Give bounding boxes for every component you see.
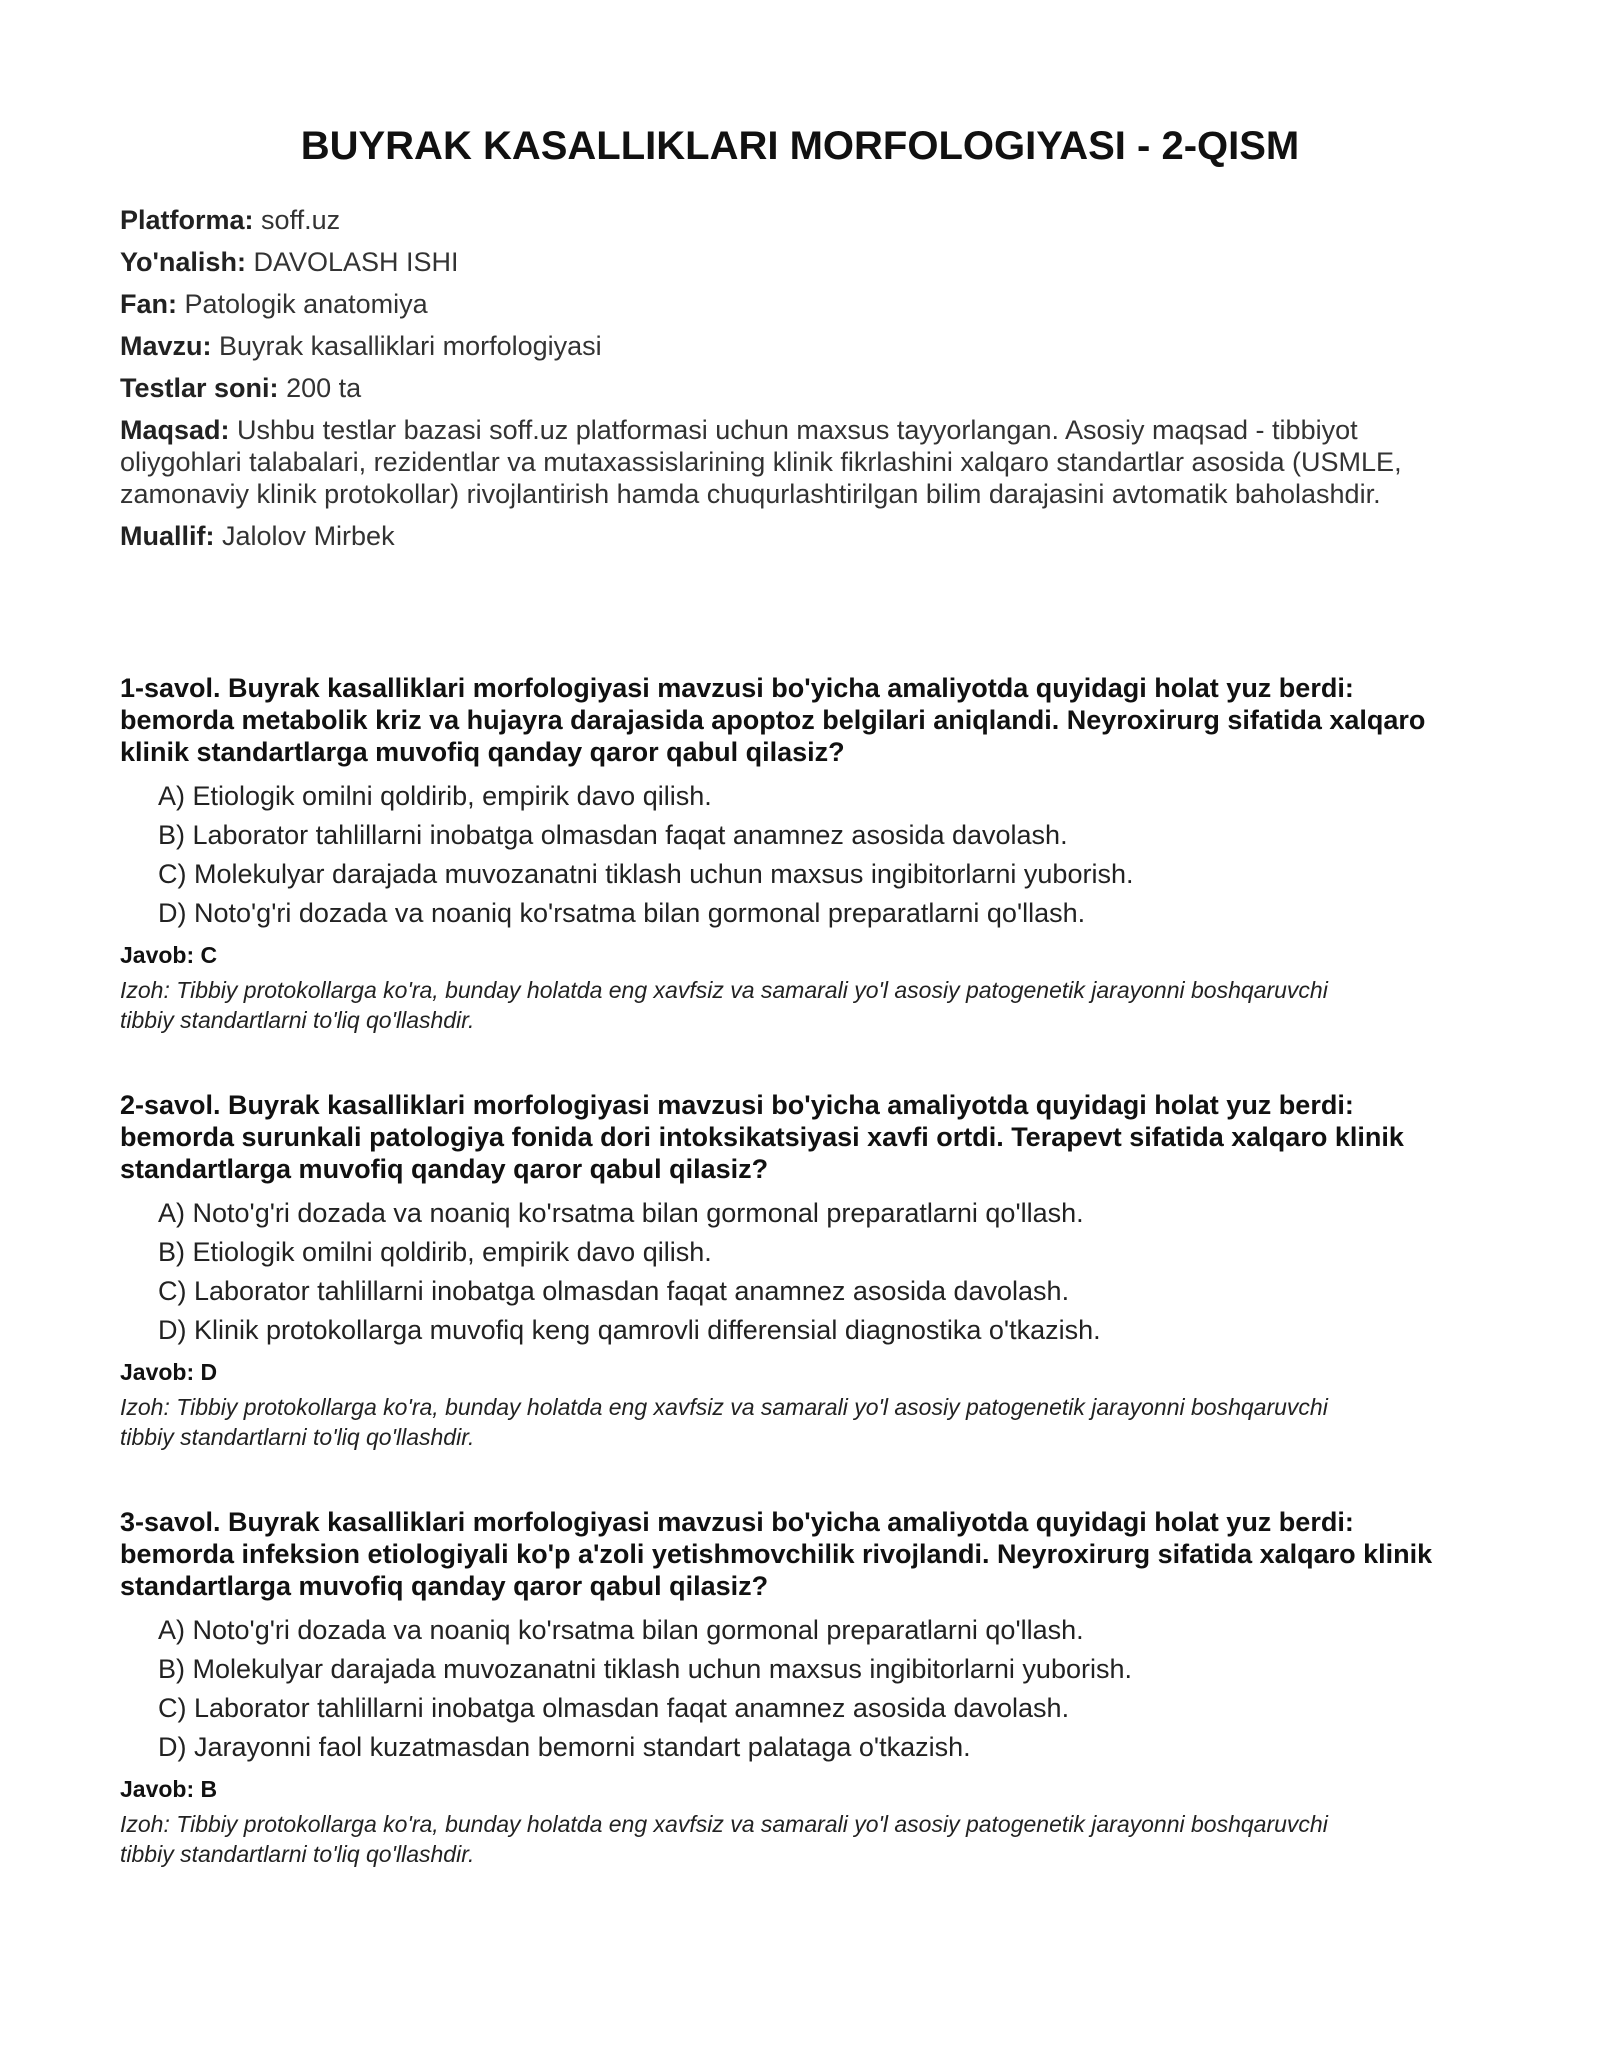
option-b: B) Molekulyar darajada muvozanatni tiklash uchun maxsus ingibitorlarni yuborish. (158, 1654, 1132, 1684)
option-b: B) Laborator tahlillarni inobatga olmasdan faqat anamnez asosida davolash. (158, 820, 1068, 850)
meta-label: Maqsad: (120, 415, 230, 445)
answer-label: Javob: D (120, 1359, 218, 1385)
option-d: D) Klinik protokollarga muvofiq keng qamrovli differensial diagnostika o'tkazish. (158, 1315, 1101, 1345)
explanation-note: Izoh: Tibbiy protokollarga ko'ra, bunday holatda eng xavfsiz va samarali yo'l asosiy patogenetik jarayonni boshqaruvchi tibbiy standartlarni to'liq qo'llashdir. (120, 1394, 1328, 1450)
meta-value: Jalolov Mirbek (222, 521, 395, 551)
explanation-note: Izoh: Tibbiy protokollarga ko'ra, bunday holatda eng xavfsiz va samarali yo'l asosiy patogenetik jarayonni boshqaruvchi tibbiy standartlarni to'liq qo'llashdir. (120, 977, 1328, 1033)
option-c: C) Molekulyar darajada muvozanatni tiklash uchun maxsus ingibitorlarni yuborish. (158, 859, 1134, 889)
meta-platform (120, 204, 1460, 236)
question-list (120, 672, 1450, 1923)
meta-author (120, 520, 1460, 552)
page-title: BUYRAK KASALLIKLARI MORFOLOGIYASI - 2-QISM (300, 124, 1300, 168)
option-c: C) Laborator tahlillarni inobatga olmasdan faqat anamnez asosida davolash. (158, 1693, 1070, 1723)
meta-label: Mavzu: (120, 331, 212, 361)
meta-label: Platforma: (120, 205, 254, 235)
question-3 (120, 1506, 1450, 1869)
option-c: C) Laborator tahlillarni inobatga olmasdan faqat anamnez asosida davolash. (158, 1276, 1070, 1306)
option-a: A) Noto'g'ri dozada va noaniq ko'rsatma bilan gormonal preparatlarni qo'llash. (158, 1198, 1084, 1228)
document-meta (120, 204, 1460, 562)
answer-label: Javob: B (120, 1776, 218, 1802)
meta-topic (120, 330, 1460, 362)
meta-direction (120, 246, 1460, 278)
question-text: 2-savol. Buyrak kasalliklari morfologiyasi mavzusi bo'yicha amaliyotda quyidagi holat yuz berdi: bemorda surunkali patologiya fonida dori intoksikatsiyasi xavfi ortdi. Terapevt sifatida xalqaro klinik standartlarga muvofiq qanday qaror qabul qilasiz? (120, 1090, 1404, 1184)
answer-label: Javob: C (120, 942, 218, 968)
question-text: 1-savol. Buyrak kasalliklari morfologiyasi mavzusi bo'yicha amaliyotda quyidagi holat yuz berdi: bemorda metabolik kriz va hujayra darajasida apoptoz belgilari aniqlandi. Neyroxirurg sifatida xalqaro klinik standartlarga muvofiq qanday qaror qabul qilasiz? (120, 673, 1426, 767)
option-d: D) Noto'g'ri dozada va noaniq ko'rsatma bilan gormonal preparatlarni qo'llash. (158, 898, 1086, 928)
meta-label: Muallif: (120, 521, 215, 551)
option-b: B) Etiologik omilni qoldirib, empirik davo qilish. (158, 1237, 712, 1267)
explanation-note: Izoh: Tibbiy protokollarga ko'ra, bunday holatda eng xavfsiz va samarali yo'l asosiy patogenetik jarayonni boshqaruvchi tibbiy standartlarni to'liq qo'llashdir. (120, 1811, 1328, 1867)
option-d: D) Jarayonni faol kuzatmasdan bemorni standart palataga o'tkazish. (158, 1732, 971, 1762)
meta-value: DAVOLASH ISHI (253, 247, 459, 277)
meta-value: Buyrak kasalliklari morfologiyasi (219, 331, 602, 361)
meta-subject (120, 288, 1460, 320)
meta-value: Ushbu testlar bazasi soff.uz platformasi uchun maxsus tayyorlangan. Asosiy maqsad - tibbiyot oliygohlari talabalari, rezidentlar va mutaxassislarining klinik fikrlashini xalqaro standartlar asosida (USMLE, zamonaviy klinik protokollar) rivojlantirish hamda chuqurlashtirilgan bilim darajasini avtomatik baholashdir. (120, 415, 1402, 509)
question-2 (120, 1089, 1450, 1452)
option-a: A) Noto'g'ri dozada va noaniq ko'rsatma bilan gormonal preparatlarni qo'llash. (158, 1615, 1084, 1645)
question-text: 3-savol. Buyrak kasalliklari morfologiyasi mavzusi bo'yicha amaliyotda quyidagi holat yuz berdi: bemorda infeksion etiologiyali ko'p a'zoli yetishmovchilik rivojlandi. Neyroxirurg sifatida xalqaro klinik standartlarga muvofiq qanday qaror qabul qilasiz? (120, 1507, 1433, 1601)
option-a: A) Etiologik omilni qoldirib, empirik davo qilish. (158, 781, 712, 811)
meta-purpose (120, 414, 1460, 510)
option-list (158, 1197, 1450, 1346)
question-1 (120, 672, 1450, 1035)
option-list (158, 1614, 1450, 1763)
meta-label: Fan: (120, 289, 177, 319)
meta-label: Testlar soni: (120, 373, 279, 403)
option-list (158, 780, 1450, 929)
meta-value: 200 ta (286, 373, 362, 403)
meta-value: soff.uz (261, 205, 341, 235)
meta-label: Yo'nalish: (120, 247, 246, 277)
meta-value: Patologik anatomiya (184, 289, 428, 319)
meta-test-count (120, 372, 1460, 404)
